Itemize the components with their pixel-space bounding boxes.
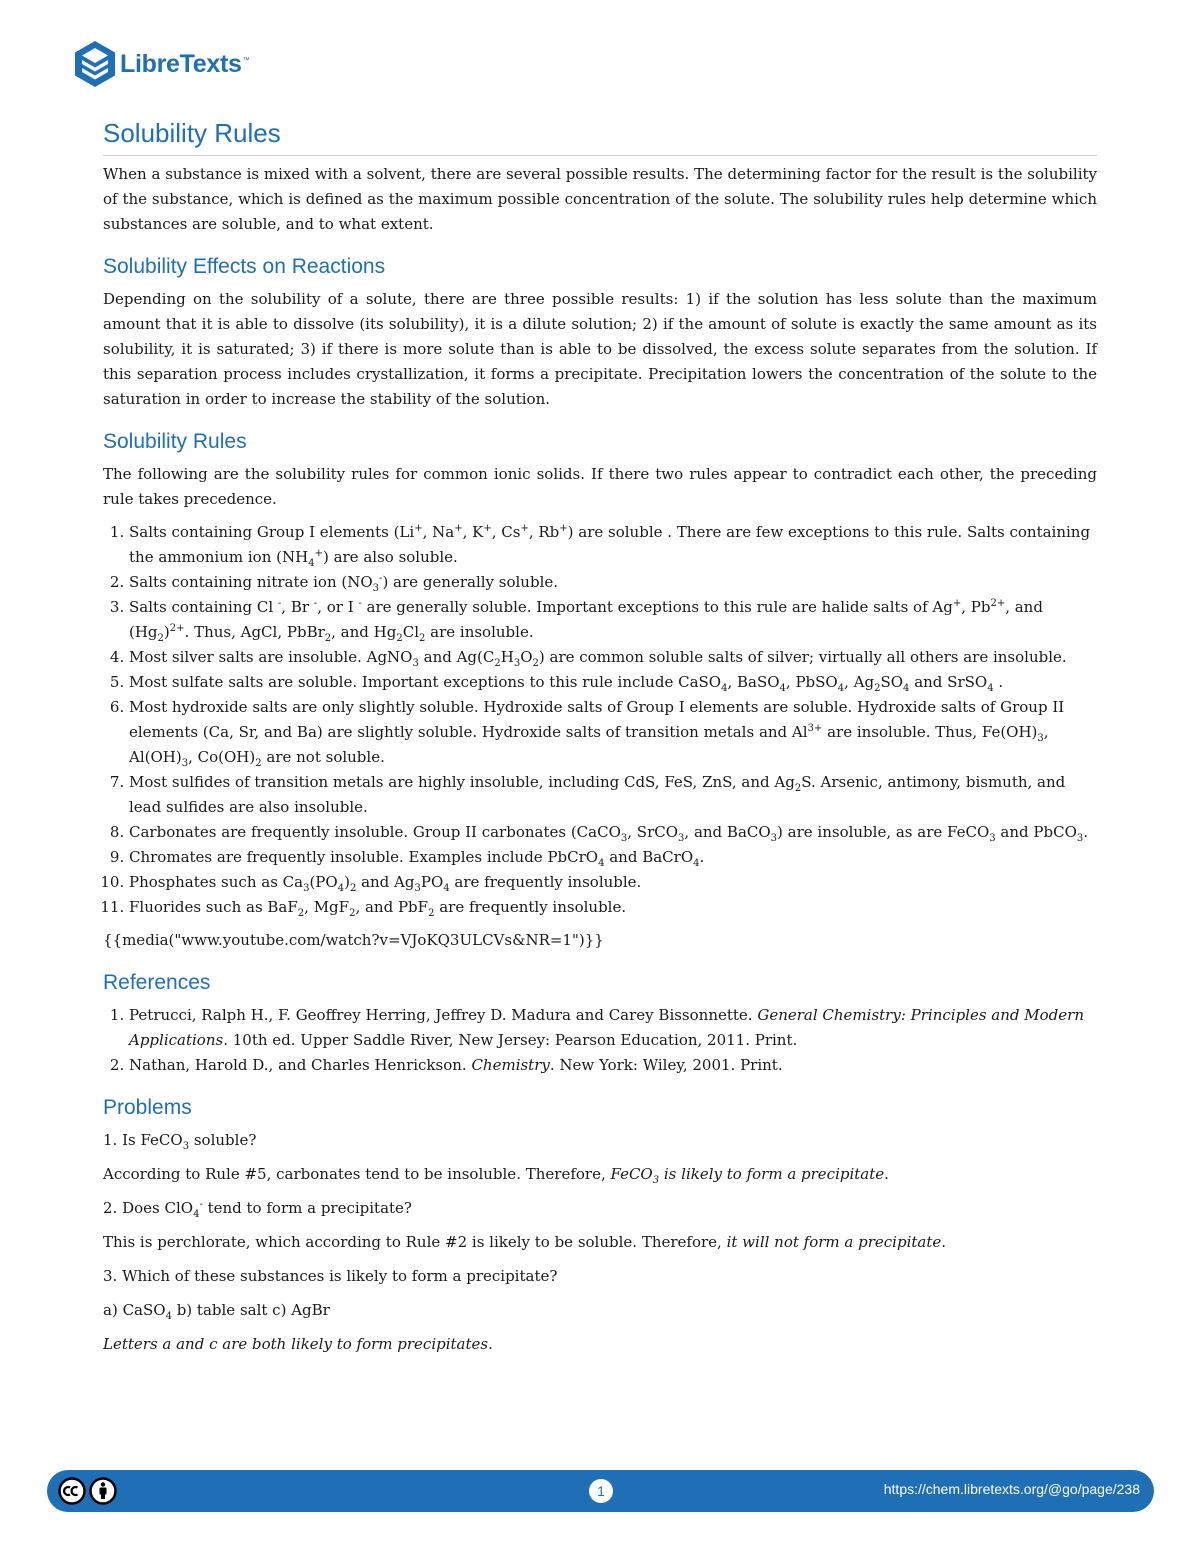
page-number: 1 xyxy=(589,1479,613,1503)
libretexts-logo-icon xyxy=(74,40,116,88)
problem-question-1: 1. Is FeCO$_3$ soluble? xyxy=(103,1131,257,1152)
rule-item: 4. Most silver salts are insoluble. AgNO$_3$ and $Ag(C_2H_3O_2)$ are common soluble salts of silver; virtually all others are insoluble. xyxy=(129,645,1097,670)
rule-item: 3. Salts containing Cl -, Br -, or I - are generally soluble. Important exceptions to this rule are halide salts of Ag+, $Pb^{2+}$, and $(Hg_2)^{2+}$. Thus, AgCl, PbBr$_2$, and $Hg_2Cl_2$ are insoluble. xyxy=(129,595,1097,645)
rule-item: 9. Chromates are frequently insoluble. Examples include PbCrO$_4$ and BaCrO$_4$. xyxy=(129,845,1097,870)
rule-item: 6. Most hydroxide salts are only slightly soluble. Hydroxide salts of Group I elements are soluble. Hydroxide salts of Group II elements (Ca, Sr, and Ba) are slightly soluble. Hydroxide salts of transition metals and $Al^{3+}$ are insoluble. Thus, $Fe(OH)_3$, $Al(OH)_3$, $Co(OH)_2$ are not soluble. xyxy=(129,695,1097,770)
reference-item: 1. Petrucci, Ralph H., F. Geoffrey Herring, Jeffrey D. Madura and Carey Bissonnette. General Chemistry: Principles and Modern Applications. 10th ed. Upper Saddle River, New Jersey: Pearson Education, 2011. Print. xyxy=(129,1003,1097,1053)
heading-references: References xyxy=(103,971,211,994)
logo-trademark: ™ xyxy=(242,56,250,64)
problem-answer-2: This is perchlorate, which according to Rule #2 is likely to be soluble. Therefore, it will not form a precipitate. xyxy=(103,1233,947,1251)
rules-intro: The following are the solubility rules for common ionic solids. If there two rules appear to contradict each other, the preceding rule takes precedence. xyxy=(103,465,1097,508)
rule-item: 2. Salts containing nitrate ion $(NO_3^-)$ are generally soluble. xyxy=(129,570,1097,595)
problem-question-3: 3. Which of these substances is likely to form a precipitate? xyxy=(103,1267,558,1285)
heading-solubility-effects: Solubility Effects on Reactions xyxy=(103,255,386,278)
effects-paragraph: Depending on the solubility of a solute, there are three possible results: 1) if the solution has less solute than the maximum amount that it is able to dissolve (its solubility), it is a dilute solution; 2) if the amount of solute is exactly the same amount as its solubility, it is saturated; 3) if there is more solute than is able to be dissolved, the excess solute separates from the solution. If this separation process includes crystallization, it forms a precipitate. Precipitation lowers the concentration of the solute to the saturation in order to increase the stability of the solution. xyxy=(103,290,1097,408)
rule-item: 5. Most sulfate salts are soluble. Important exceptions to this rule include CaSO$_4$, BaSO$_4$, PbSO$_4$, $Ag_2SO_4$ and SrSO$_4$ . xyxy=(129,670,1097,695)
page-title: Solubility Rules xyxy=(103,118,1097,156)
heading-solubility-rules: Solubility Rules xyxy=(103,430,247,453)
logo-text: LibreTexts xyxy=(120,49,242,78)
rule-item: 10. Phosphates such as $Ca_3(PO_4)_2$ and $Ag_3PO_4$ are frequently insoluble. xyxy=(129,870,1097,895)
problem-options-3: a) CaSO$_4$ b) table salt c) AgBr xyxy=(103,1301,330,1322)
rule-item: 1. Salts containing Group I elements (Li+, Na+, K+, Cs+, Rb+) are soluble . There are few exceptions to this rule. Salts containing the ammonium ion $(NH_4^+)$ are also soluble. xyxy=(129,520,1097,570)
rule-item: 8. Carbonates are frequently insoluble. Group II carbonates (CaCO$_3$, SrCO$_3$, and BaCO$_3$) are insoluble, as are FeCO$_3$ and PbCO$_3$. xyxy=(129,820,1097,845)
page-footer xyxy=(47,1470,1154,1512)
media-placeholder: {{media("www.youtube.com/watch?v=VJoKQ3ULCVs&NR=1")}} xyxy=(103,931,604,949)
rule-item: 7. Most sulfides of transition metals are highly insoluble, including CdS, FeS, ZnS, and $Ag_2S$. Arsenic, antimony, bismuth, and lead sulfides are also insoluble. xyxy=(129,770,1097,820)
problem-answer-1: According to Rule #5, carbonates tend to be insoluble. Therefore, FeCO$_3$ is likely to form a precipitate. xyxy=(103,1165,889,1186)
reference-item: 2. Nathan, Harold D., and Charles Henrickson. Chemistry. New York: Wiley, 2001. Print. xyxy=(129,1053,1097,1078)
references-list xyxy=(103,1003,1097,1078)
problem-answer-3: Letters a and c are both likely to form precipitates. xyxy=(103,1335,493,1353)
rules-list xyxy=(103,520,1097,920)
libretexts-logo xyxy=(74,40,250,88)
attribution-icon xyxy=(88,1477,118,1505)
rule-item: 11. Fluorides such as BaF$_2$, MgF$_2$, and PbF$_2$ are frequently insoluble. xyxy=(129,895,1097,920)
page-content xyxy=(103,118,1097,1366)
license-badge[interactable] xyxy=(57,1477,118,1505)
problem-question-2: 2. Does ClO$_4$- tend to form a precipitate? xyxy=(103,1199,412,1220)
creative-commons-icon xyxy=(57,1477,87,1505)
intro-paragraph: When a substance is mixed with a solvent, there are several possible results. The determining factor for the result is the solubility of the substance, which is defined as the maximum possible concentration of the solute. The solubility rules help determine which substances are soluble, and to what extent. xyxy=(103,165,1097,233)
page-url-link[interactable]: https://chem.libretexts.org/@go/page/238 xyxy=(883,1481,1140,1497)
heading-problems: Problems xyxy=(103,1096,192,1119)
